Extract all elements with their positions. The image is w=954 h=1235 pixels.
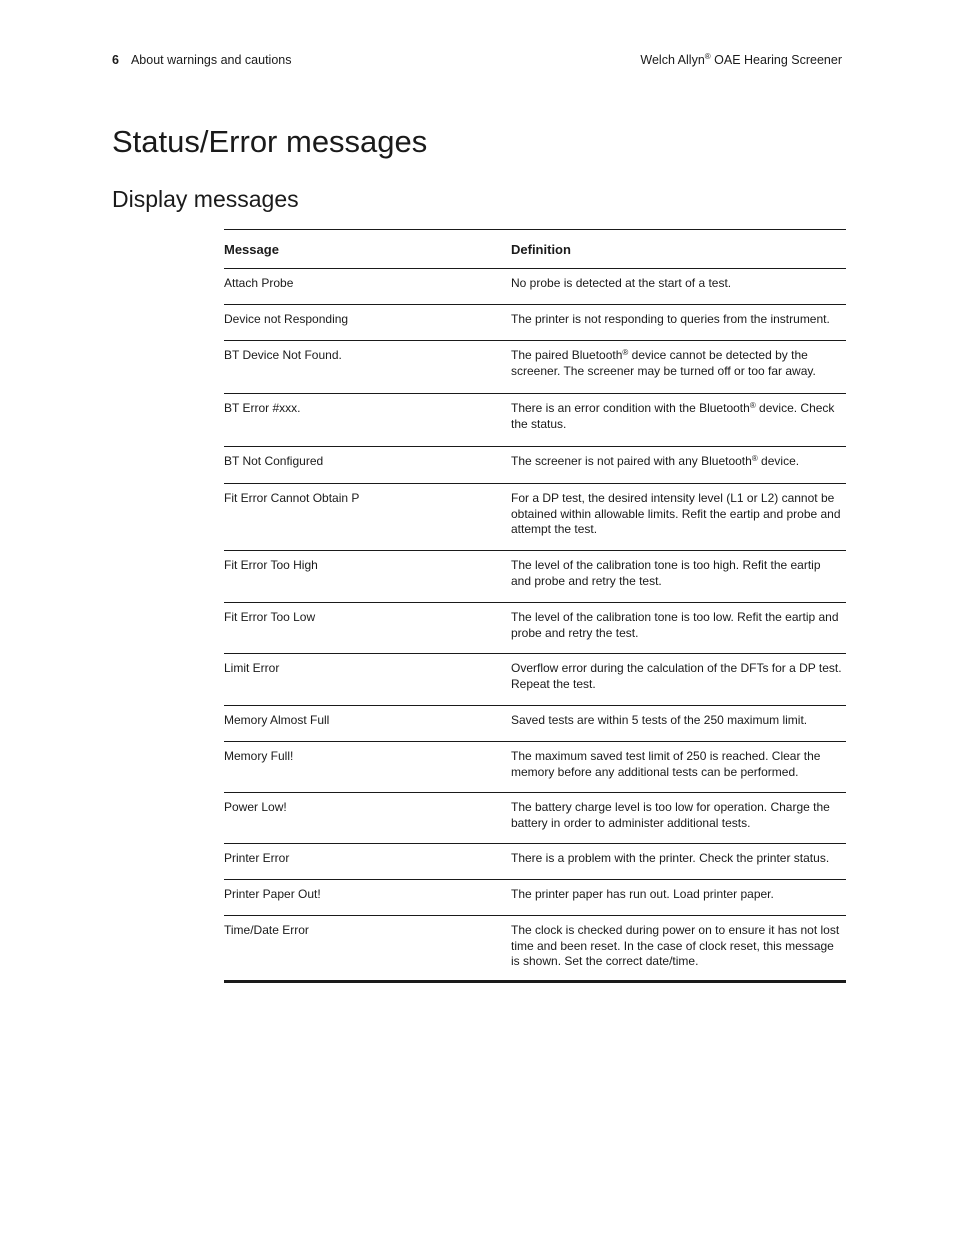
table-row — [224, 305, 846, 341]
section-subtitle: Display messages — [112, 186, 299, 212]
message-cell: Limit Error — [224, 654, 511, 706]
definition-cell: The printer paper has run out. Load printer paper. — [511, 880, 846, 916]
message-cell: Printer Paper Out! — [224, 880, 511, 916]
definition-cell: The clock is checked during power on to ensure it has not lost time and been reset. In the case of clock reset, this message is shown. Set the correct date/time. — [511, 923, 840, 968]
definition-cell: The level of the calibration tone is too high. Refit the eartip and probe and retry the test. — [511, 551, 846, 603]
page-title: Status/Error messages — [112, 124, 428, 159]
product-prefix: Welch Allyn — [640, 53, 705, 67]
definition-column-header: Definition — [511, 230, 846, 269]
definition-cell: The maximum saved test limit of 250 is reached. Clear the memory before any additional tests can be performed. — [511, 742, 846, 793]
definition-text: device. — [757, 454, 800, 468]
product-suffix: OAE Hearing Screener — [710, 53, 842, 67]
table-row — [224, 551, 846, 603]
definition-cell — [511, 341, 846, 394]
section-name: About warnings and cautions — [130, 53, 292, 67]
table-header-row — [224, 230, 846, 269]
table-row — [224, 880, 846, 916]
message-cell: Fit Error Cannot Obtain P — [224, 484, 511, 551]
display-messages-table — [224, 229, 846, 983]
definition-cell — [511, 394, 846, 447]
definition-cell — [511, 447, 846, 484]
table-row — [224, 484, 846, 551]
definition-cell: The battery charge level is too low for operation. Charge the battery in order to administer additional tests. — [511, 793, 846, 844]
message-cell: Fit Error Too High — [224, 551, 511, 603]
definition-cell: For a DP test, the desired intensity level (L1 or L2) cannot be obtained within allowable limits. Refit the eartip and probe and attempt the test. — [511, 484, 846, 551]
definition-text: device. Check the status. — [511, 401, 835, 431]
definition-cell: Overflow error during the calculation of the DFTs for a DP test. Repeat the test. — [511, 654, 846, 706]
table-row — [224, 844, 846, 880]
definition-cell: The level of the calibration tone is too low. Refit the eartip and probe and retry the test. — [511, 603, 846, 654]
table-row — [224, 654, 846, 706]
header-left — [112, 51, 291, 69]
message-cell: Fit Error Too Low — [224, 603, 511, 654]
definition-text: device cannot be detected by the screener. The screener may be turned off or too far away. — [511, 348, 816, 378]
registered-mark: ® — [622, 348, 629, 357]
definition-cell: The printer is not responding to queries from the instrument. — [511, 305, 846, 341]
message-cell: Attach Probe — [224, 269, 511, 305]
product-name — [640, 51, 842, 69]
registered-mark: ® — [751, 454, 758, 463]
definition-cell: Saved tests are within 5 tests of the 250 maximum limit. — [511, 706, 846, 742]
definition-text: There is an error condition with the Bluetooth — [511, 401, 750, 415]
message-cell: BT Error #xxx. — [224, 394, 511, 447]
table-row — [224, 793, 846, 844]
table-row — [224, 394, 846, 447]
page-header — [112, 51, 842, 69]
message-cell: Time/Date Error — [224, 923, 309, 937]
message-cell: Power Low! — [224, 793, 511, 844]
definition-text: The paired Bluetooth — [511, 348, 623, 362]
message-cell: Memory Full! — [224, 742, 511, 793]
message-cell: Printer Error — [224, 844, 511, 880]
table-row — [224, 603, 846, 654]
table-row — [224, 447, 846, 484]
table-row — [224, 341, 846, 394]
message-column-header: Message — [224, 230, 511, 269]
definition-cell: No probe is detected at the start of a test. — [511, 269, 846, 305]
definition-text: The screener is not paired with any Bluetooth — [511, 454, 752, 468]
registered-mark: ® — [704, 52, 711, 61]
definition-cell: There is a problem with the printer. Check the printer status. — [511, 844, 846, 880]
page-number: 6 — [112, 53, 119, 67]
message-cell: BT Not Configured — [224, 447, 511, 484]
table-row — [224, 706, 846, 742]
table-row — [224, 269, 846, 305]
message-cell: Memory Almost Full — [224, 706, 511, 742]
table-row — [224, 916, 846, 982]
message-cell: Device not Responding — [224, 305, 511, 341]
table-row — [224, 742, 846, 793]
message-cell: BT Device Not Found. — [224, 341, 511, 394]
registered-mark: ® — [749, 401, 756, 410]
